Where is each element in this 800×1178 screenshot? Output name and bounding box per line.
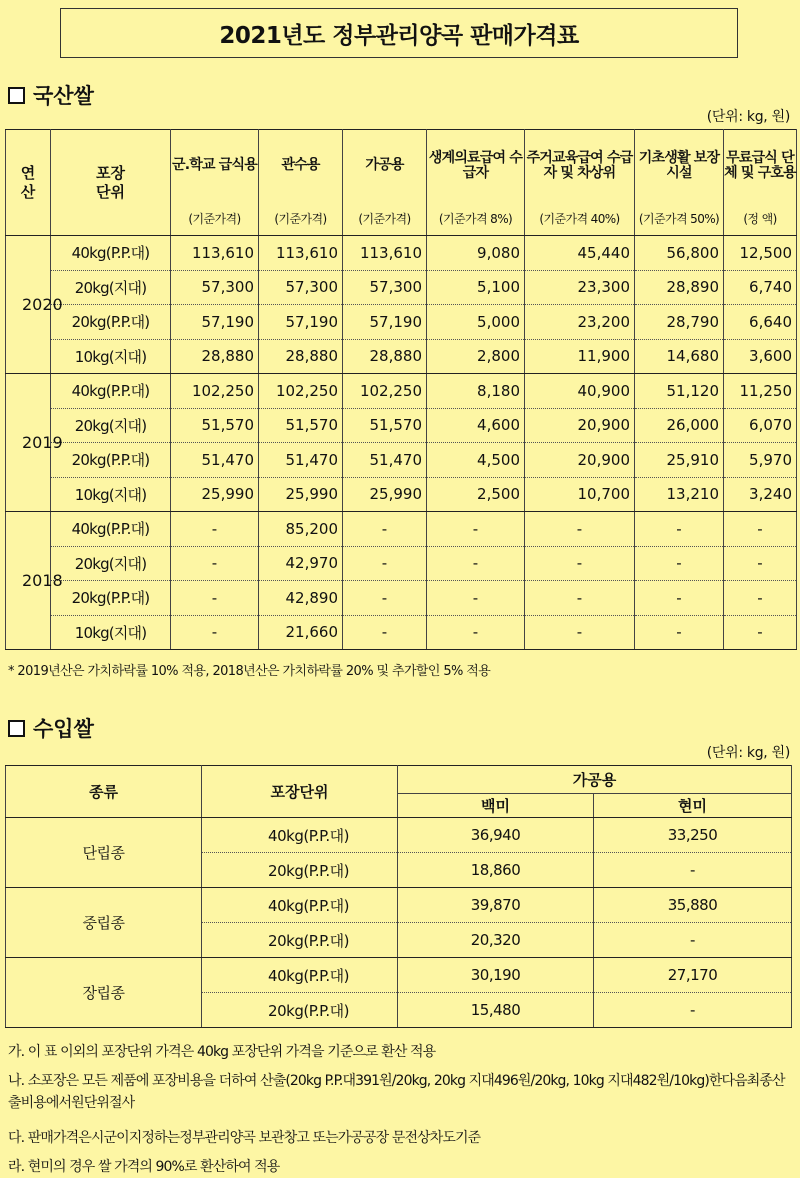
pkg-cell: 40kg(P.P.대) [202,818,398,853]
price-cell: 6,640 [724,305,797,340]
footnote-4: 라. 현미의 경우 쌀 가격의 90%로 환산하여 적용 [8,1159,280,1175]
price-cell: - [724,615,797,650]
pkg-cell: 10kg(지대) [51,477,171,512]
footnote-3: 다. 판매가격은시군이지정하는정부관리양곡 보관창고 또는가공공장 문전상차도기준 [8,1130,481,1146]
brown-rice-price: 35,880 [594,888,792,923]
pkg-cell: 20kg(P.P.대) [51,305,171,340]
price-cell: 25,990 [343,477,427,512]
price-cell: 9,080 [427,236,525,271]
col-subheader-4: (기준가격 40%) [525,202,635,236]
col-header-0: 군.학교 급식용 [171,130,259,202]
year-cell: 2018 [6,512,51,650]
price-cell: 40,900 [525,374,635,409]
price-cell: 25,990 [171,477,259,512]
table-row [6,443,797,478]
price-cell: 42,970 [259,546,343,581]
brown-rice-price: - [594,993,792,1028]
price-cell: - [343,615,427,650]
price-cell: 102,250 [171,374,259,409]
price-cell: 51,120 [635,374,724,409]
brown-rice-price: - [594,923,792,958]
white-rice-price: 36,940 [398,818,594,853]
price-cell: 51,470 [343,443,427,478]
price-cell: 2,500 [427,477,525,512]
price-cell: 28,880 [259,339,343,374]
pkg-cell: 40kg(P.P.대) [51,512,171,547]
col-header-6: 무료급식 단체 및 구호용 [724,130,797,202]
price-cell: 57,190 [343,305,427,340]
price-cell: 51,570 [171,408,259,443]
price-cell: 8,180 [427,374,525,409]
price-cell: 113,610 [259,236,343,271]
domestic-price-table [5,129,797,650]
table-row [6,477,797,512]
domestic-heading [8,80,94,110]
price-cell: - [724,512,797,547]
kind-cell: 중립종 [6,888,202,958]
price-cell: 12,500 [724,236,797,271]
price-cell: 14,680 [635,339,724,374]
price-cell: - [525,581,635,616]
footnote-1: 가. 이 표 이외의 포장단위 가격은 40kg 포장단위 가격을 기준으로 환산 적용 [8,1044,436,1060]
price-cell: - [171,581,259,616]
col-header-2: 가공용 [343,130,427,202]
price-cell: 57,300 [343,270,427,305]
price-cell: 57,300 [259,270,343,305]
pkg-cell: 20kg(P.P.대) [202,853,398,888]
price-cell: 57,190 [171,305,259,340]
pkg-cell: 20kg(P.P.대) [202,923,398,958]
table-row [6,958,792,993]
domestic-note: * 2019년산은 가치하락률 10% 적용, 2018년산은 가치하락률 20% 및 추가할인 5% 적용 [8,664,491,679]
footnote-2: 나. 소포장은 모든 제품에 포장비용을 더하여 산출(20kg P.P.대391원/20kg, 20kg 지대496원/20kg, 10kg 지대482원/10kg)한다음최종산출비용에서원단위절사 [8,1073,785,1111]
price-cell: 5,000 [427,305,525,340]
col-header-3: 생계의료급여 수급자 [427,130,525,202]
price-cell: 13,210 [635,477,724,512]
table-row [6,818,792,853]
price-cell: 5,970 [724,443,797,478]
price-cell: 23,200 [525,305,635,340]
imported-heading [8,713,94,743]
pkg-cell: 20kg(P.P.대) [51,443,171,478]
price-cell: 2,800 [427,339,525,374]
price-cell: 21,660 [259,615,343,650]
pkg-cell: 20kg(P.P.대) [202,993,398,1028]
price-cell: - [427,512,525,547]
pkg-cell: 40kg(P.P.대) [51,236,171,271]
price-cell: 113,610 [171,236,259,271]
price-cell: 20,900 [525,408,635,443]
table-row [6,615,797,650]
kind-cell: 장립종 [6,958,202,1028]
col-subheader-6: (정 액) [724,202,797,236]
white-rice-price: 20,320 [398,923,594,958]
price-cell: 45,440 [525,236,635,271]
imported-heading-label: 수입쌀 [33,717,94,741]
table-row [6,888,792,923]
price-cell: 3,240 [724,477,797,512]
price-cell: 28,880 [343,339,427,374]
col-header-1: 관수용 [259,130,343,202]
col-header-4: 주거교육급여 수급자 및 차상위 [525,130,635,202]
col-subheader-0: (기준가격) [171,202,259,236]
price-cell: 51,570 [343,408,427,443]
pkg-cell: 40kg(P.P.대) [202,958,398,993]
table-row [6,305,797,340]
price-cell: - [427,581,525,616]
brown-rice-price: - [594,853,792,888]
price-cell: 26,000 [635,408,724,443]
price-cell: - [343,512,427,547]
imported-unit: (단위: kg, 원) [706,745,790,761]
price-cell: 113,610 [343,236,427,271]
page-title: 2021년도 정부관리양곡 판매가격표 [60,8,738,58]
price-cell: - [427,546,525,581]
table-row [6,236,797,271]
price-cell: 102,250 [259,374,343,409]
price-cell: 56,800 [635,236,724,271]
checkbox-square-icon [8,87,25,104]
price-cell: 102,250 [343,374,427,409]
price-cell: - [724,581,797,616]
price-cell: 6,740 [724,270,797,305]
pkg-cell: 20kg(지대) [51,546,171,581]
domestic-heading-label: 국산쌀 [33,84,94,108]
col-subheader-1: (기준가격) [259,202,343,236]
pkg-cell: 20kg(지대) [51,270,171,305]
white-rice-price: 39,870 [398,888,594,923]
price-cell: - [635,512,724,547]
table-row [6,270,797,305]
price-cell: 57,300 [171,270,259,305]
price-cell: - [171,512,259,547]
pkg-cell: 10kg(지대) [51,615,171,650]
year-cell: 2019 [6,374,51,512]
price-cell: - [343,581,427,616]
table-row [6,546,797,581]
white-rice-price: 30,190 [398,958,594,993]
price-cell: 28,790 [635,305,724,340]
price-cell: 28,890 [635,270,724,305]
col-kind-header: 종류 [6,766,202,818]
brown-rice-price: 33,250 [594,818,792,853]
price-cell: - [171,546,259,581]
imported-price-table [5,765,792,1028]
price-cell: 51,570 [259,408,343,443]
price-cell: - [171,615,259,650]
price-cell: 25,990 [259,477,343,512]
year-cell: 2020 [6,236,51,374]
price-cell: 57,190 [259,305,343,340]
domestic-unit: (단위: kg, 원) [706,109,790,125]
pkg-cell: 20kg(지대) [51,408,171,443]
price-cell: 5,100 [427,270,525,305]
col-year-header: 연산 [6,130,51,236]
price-cell: 3,600 [724,339,797,374]
col-subheader-5: (기준가격 50%) [635,202,724,236]
price-cell: 25,910 [635,443,724,478]
price-cell: 20,900 [525,443,635,478]
white-rice-price: 18,860 [398,853,594,888]
kind-cell: 단립종 [6,818,202,888]
col-use-header: 가공용 [398,766,792,794]
table-row [6,408,797,443]
price-cell: - [343,546,427,581]
table-row [6,581,797,616]
checkbox-square-icon [8,720,25,737]
pkg-cell: 20kg(P.P.대) [51,581,171,616]
price-cell: 6,070 [724,408,797,443]
price-cell: 10,700 [525,477,635,512]
price-cell: - [724,546,797,581]
table-row [6,339,797,374]
col-header-5: 기초생활 보장시설 [635,130,724,202]
white-rice-price: 15,480 [398,993,594,1028]
price-cell: - [525,546,635,581]
price-cell: - [525,512,635,547]
col-brown-header: 현미 [594,794,792,818]
price-cell: 23,300 [525,270,635,305]
price-cell: - [635,581,724,616]
price-cell: 28,880 [171,339,259,374]
price-cell: 4,500 [427,443,525,478]
price-cell: 11,900 [525,339,635,374]
pkg-cell: 40kg(P.P.대) [202,888,398,923]
price-cell: 51,470 [171,443,259,478]
price-cell: - [635,546,724,581]
pkg-cell: 40kg(P.P.대) [51,374,171,409]
pkg-cell: 10kg(지대) [51,339,171,374]
brown-rice-price: 27,170 [594,958,792,993]
col-subheader-2: (기준가격) [343,202,427,236]
price-cell: 42,890 [259,581,343,616]
price-cell: - [525,615,635,650]
table-row [6,512,797,547]
price-cell: - [427,615,525,650]
col-subheader-3: (기준가격 8%) [427,202,525,236]
price-cell: 85,200 [259,512,343,547]
col-white-header: 백미 [398,794,594,818]
price-cell: 4,600 [427,408,525,443]
price-cell: 51,470 [259,443,343,478]
price-cell: 11,250 [724,374,797,409]
col-pkg-header: 포장단위 [202,766,398,818]
table-row [6,374,797,409]
col-pkg-header: 포장단위 [51,130,171,236]
price-cell: - [635,615,724,650]
